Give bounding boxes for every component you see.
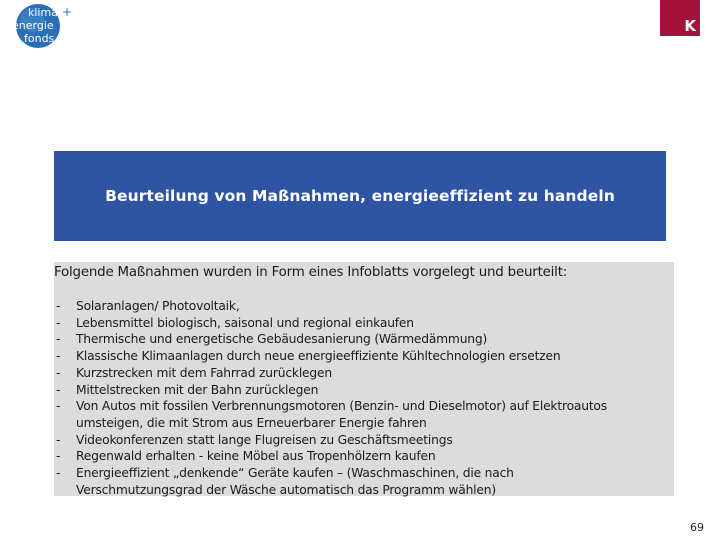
list-item: [56, 448, 668, 465]
list-item-text: Regenwald erhalten - keine Möbel aus Tropenhölzern kaufen: [76, 449, 436, 464]
intro-text: Folgende Maßnahmen wurden in Form eines Infoblatts vorgelegt und beurteilt:: [54, 265, 568, 280]
list-dash: -: [56, 332, 61, 347]
brand-logo-letter: K: [684, 17, 696, 35]
measures-list: [56, 298, 668, 498]
list-item-text: Thermische und energetische Gebäudesanierung (Wärmedämmung): [76, 332, 488, 347]
list-item: [56, 465, 668, 498]
list-dash: -: [56, 432, 61, 447]
list-item-text: Kurzstrecken mit dem Fahrrad zurücklegen: [76, 365, 332, 380]
list-dash: -: [56, 466, 61, 481]
logo-circle-icon: [10, 2, 74, 50]
title-banner: [54, 151, 666, 241]
list-item: [56, 315, 668, 332]
list-item-text: Verschmutzungsgrad der Wäsche automatisch das Programm wählen): [76, 482, 496, 497]
list-item: [56, 348, 668, 365]
list-dash: -: [56, 382, 61, 397]
list-item: [56, 432, 668, 449]
list-item: [56, 398, 668, 431]
list-item: [56, 298, 668, 315]
list-item-text: Mittelstrecken mit der Bahn zurücklegen: [76, 382, 319, 397]
svg-text:fonds: fonds: [24, 32, 55, 45]
list-item: [56, 382, 668, 399]
list-dash: -: [56, 365, 61, 380]
list-item: [56, 365, 668, 382]
brand-logo: [660, 0, 700, 36]
list-item-text: Energieeffizient „denkende“ Geräte kaufen – (Waschmaschinen, die nach: [76, 466, 514, 481]
svg-text:+: +: [62, 5, 73, 19]
list-item-text: umsteigen, die mit Strom aus Erneuerbarer Energie fahren: [76, 415, 427, 430]
klima-energie-fonds-logo: [10, 2, 74, 50]
svg-text:klima: klima: [28, 6, 58, 19]
list-dash: -: [56, 449, 61, 464]
svg-text:energie: energie: [12, 19, 54, 32]
list-item: [56, 331, 668, 348]
list-item-text: Von Autos mit fossilen Verbrennungsmotoren (Benzin- und Dieselmotor) auf Elektroautos: [76, 399, 607, 414]
list-dash: -: [56, 349, 61, 364]
list-item-text: Videokonferenzen statt lange Flugreisen zu Geschäftsmeetings: [76, 432, 453, 447]
list-item-text: Solaranlagen/ Photovoltaik,: [76, 299, 240, 313]
list-item-text: Lebensmittel biologisch, saisonal und regional einkaufen: [76, 315, 414, 330]
list-dash: -: [56, 399, 61, 414]
page-title: Beurteilung von Maßnahmen, energieeffizient zu handeln: [105, 187, 615, 205]
list-dash: -: [56, 315, 61, 330]
list-item-text: Klassische Klimaanlagen durch neue energieeffiziente Kühltechnologien ersetzen: [76, 349, 561, 364]
list-dash: -: [56, 299, 61, 313]
page-number: 69: [690, 521, 704, 534]
